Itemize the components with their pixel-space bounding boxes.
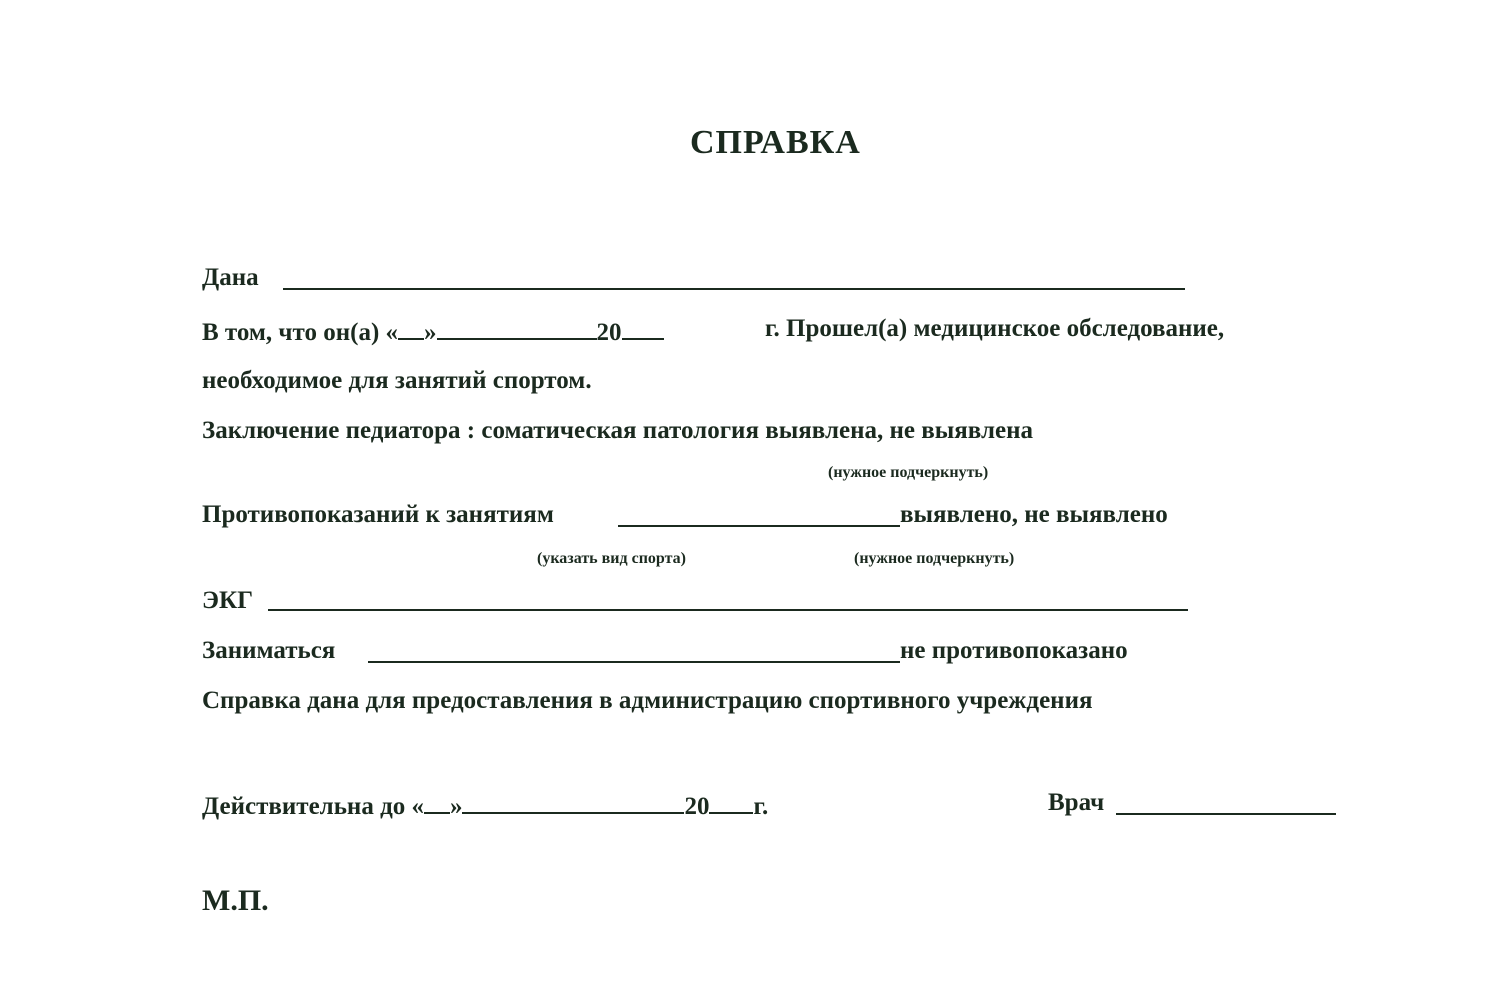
sport-type-hint: (указать вид спорта) [537,550,686,567]
exam-passed-text: г. Прошел(а) медицинское обследование, [765,315,1225,342]
engage-suffix: не противопоказано [900,637,1128,664]
ecg-label: ЭКГ [202,587,253,614]
exam-date-line: В том, что он(а) « » 20 [202,314,664,348]
exam-purpose-text: необходимое для занятий спортом. [202,367,592,394]
underline-hint-2: (нужное подчеркнуть) [854,550,1015,567]
contraindications-label: Противопоказаний к занятиям [202,501,554,528]
sport-type-field[interactable] [618,525,900,527]
valid-year-field[interactable] [709,788,753,814]
doctor-label: Врач [1048,789,1105,816]
issued-to-label: Дана [202,264,259,291]
exam-day-field[interactable] [398,314,424,340]
exam-year-field[interactable] [622,314,664,340]
document-title: СПРАВКА [690,124,861,161]
engage-label: Заниматься [202,637,336,664]
valid-day-field[interactable] [424,788,450,814]
valid-month-field[interactable] [462,788,684,814]
certificate-purpose: Справка дана для предоставления в администрацию спортивного учреждения [202,687,1093,714]
issued-to-field[interactable] [283,288,1185,290]
contraindications-options: выявлено, не выявлено [900,501,1168,528]
valid-until-line: Действительна до « » 20 г. [202,788,768,822]
stamp-place: М.П. [202,884,269,917]
exam-month-field[interactable] [437,314,597,340]
ecg-field[interactable] [268,609,1188,611]
engage-sport-field[interactable] [368,661,900,663]
pediatrician-conclusion: Заключение педиатора : соматическая патология выявлена, не выявлена [202,417,1033,444]
underline-hint-1: (нужное подчеркнуть) [828,464,989,481]
doctor-signature-field[interactable] [1116,813,1336,815]
